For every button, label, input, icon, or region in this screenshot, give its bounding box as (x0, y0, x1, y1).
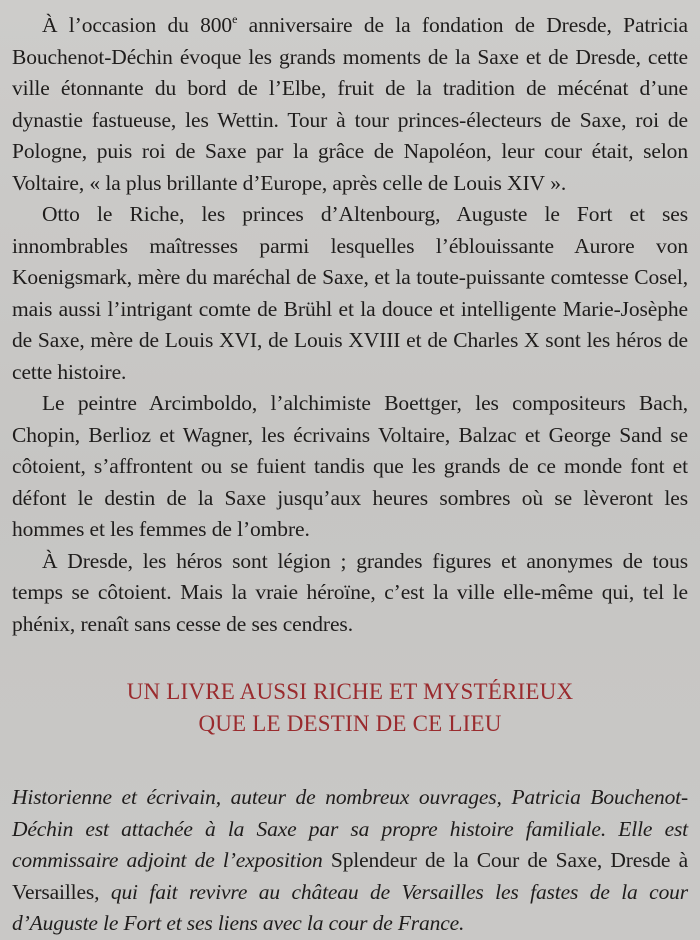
author-bio-text-2: , qui fait revivre au château de Versailles les fastes de la cour d’Auguste le Fort et ses liens avec la cour de France. (12, 879, 688, 935)
summary-paragraph-1 (12, 10, 688, 199)
summary-paragraph-4: À Dresde, les héros sont légion ; grandes figures et anonymes de tous temps se côtoient. Mais la vraie héroïne, c’est la ville elle-même qui, tel le phénix, renaît sans cesse de ses cendres. (12, 548, 688, 636)
author-bio-text-1: Historienne et écrivain, auteur de nombreux ouvrages, Patricia Bouchenot-Déchin est attachée à la Saxe par sa propre histoire familiale. Elle est commissaire adjoint de l’exposition (12, 785, 688, 872)
summary-paragraph-3: Le peintre Arcimboldo, l’alchimiste Boettger, les compositeurs Bach, Chopin, Berlioz et Wagner, les écrivains Voltaire, Balzac et George Sand se côtoient, s’affrontent ou se fuient tandis que les grands de ce monde font et défont le destin de la Saxe jusqu’aux heures sombres où se lèveront les hommes et les femmes de l’ombre. (12, 391, 688, 541)
ordinal-superscript: e (232, 11, 238, 26)
tagline-heading (12, 676, 688, 740)
tagline-line-2: QUE LE DESTIN DE CE LIEU (198, 711, 502, 736)
tagline-line-1: UN LIVRE AUSSI RICHE ET MYSTÉRIEUX (126, 679, 574, 704)
summary-paragraph-2: Otto le Riche, les princes d’Altenbourg, Auguste le Fort et ses innombrables maîtresses parmi lesquelles l’éblouissante Aurore von Koenigsmark, mère du maréchal de Saxe, et la toute-puissante comtesse Cosel, mais aussi l’intrigant comte de Brühl et la douce et intelligente Marie-Josèphe de Saxe, mère de Louis XVI, de Louis XVIII et de Charles X sont les héros de cette histoire. (12, 202, 688, 384)
summary-paragraph-1-rest: anniversaire de la fondation de Dresde, Patricia Bouchenot-Déchin évoque les grands moments de la Saxe et de Dresde, cette ville étonnante du bord de l’Elbe, fruit de la tradition de mécénat d’une dynastie fastueuse, les Wettin. Tour à tour princes-électeurs de Saxe, roi de Pologne, puis roi de Saxe par la grâce de Napoléon, leur cour était, selon Voltaire, « la plus brillante d’Europe, après celle de Louis XIV ». (12, 13, 688, 195)
author-bio (12, 782, 688, 940)
summary-paragraph-1-start: À l’occasion du 800 (42, 13, 233, 37)
exhibition-title: Splendeur de la Cour de Saxe, Dresde à Versailles (12, 848, 688, 904)
